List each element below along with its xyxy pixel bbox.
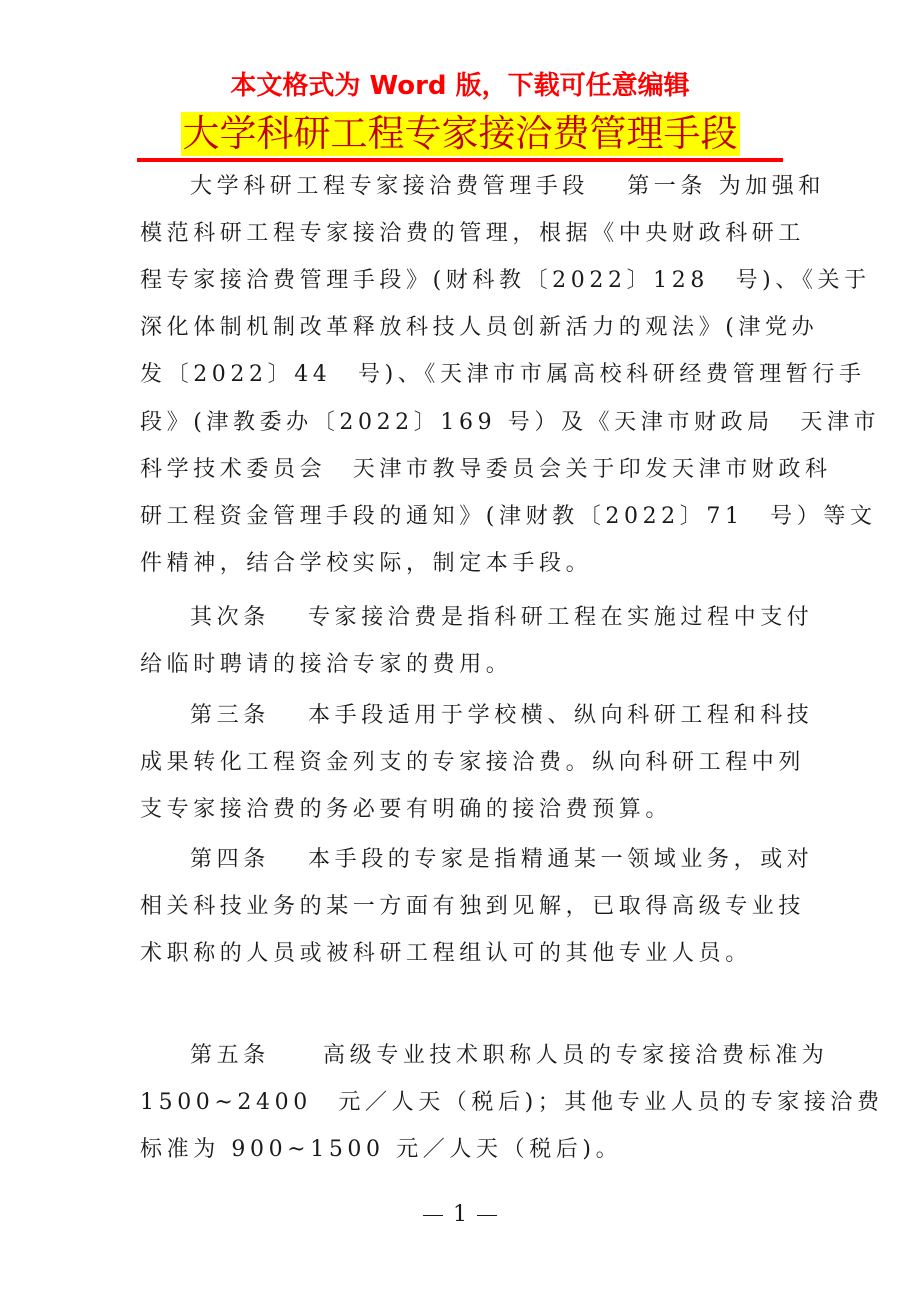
article-5-line: 第五条 高级专业技术职称人员的专家接洽费标准为 xyxy=(190,1043,829,1068)
paragraph-line: 标准为 900~1500 元／人天（税后)。 xyxy=(140,1137,623,1162)
paragraph-line: 科学技术委员会 天津市教导委员会关于印发天津市财政科 xyxy=(140,457,832,482)
title-container xyxy=(0,112,920,156)
paragraph-line: 件精神，结合学校实际，制定本手段。 xyxy=(140,551,593,576)
paragraph-line: 大学科研工程专家接洽费管理手段 第一条 为加强和 xyxy=(190,174,825,199)
article-4-line: 第四条 本手段的专家是指精通某一领域业务，或对 xyxy=(190,847,814,872)
editable-notice-banner: 本文格式为 Word 版，下载可任意编辑 xyxy=(230,71,690,101)
paragraph-line: 程专家接洽费管理手段》(财科教〔2022〕128 号)、《关于 xyxy=(140,268,871,293)
paragraph-line: 相关科技业务的某一方面有独到见解，已取得高级专业技 xyxy=(140,894,806,919)
paragraph-line: 发〔2022〕44 号)、《天津市市属高校科研经费管理暂行手 xyxy=(140,362,866,387)
page-number-dash-right xyxy=(477,1215,497,1216)
paragraph-line: 深化体制机制改革释放科技人员创新活力的观法》(津党办 xyxy=(140,315,819,340)
page-number: 1 xyxy=(453,1202,467,1227)
page-number-dash-left xyxy=(423,1215,443,1216)
title-divider-rule xyxy=(137,158,783,162)
document-title: 大学科研工程专家接洽费管理手段 xyxy=(182,112,738,155)
article-2-line: 其次条 专家接洽费是指科研工程在实施过程中支付 xyxy=(190,605,814,630)
paragraph-line: 术职称的人员或被科研工程组认可的其他专业人员。 xyxy=(140,941,752,966)
paragraph-line: 模范科研工程专家接洽费的管理，根据《中央财政科研工 xyxy=(140,221,806,246)
paragraph-line: 支专家接洽费的务必要有明确的接洽费预算。 xyxy=(140,797,673,822)
page-number-footer xyxy=(0,1200,920,1230)
paragraph-line: 给临时聘请的接洽专家的费用。 xyxy=(140,652,513,677)
paragraph-line: 段》(津教委办〔2022〕169 号）及《天津市财政局 天津市 xyxy=(140,410,881,435)
paragraph-line: 研工程资金管理手段的通知》(津财教〔2022〕71 号）等文 xyxy=(140,504,877,529)
paragraph-line: 成果转化工程资金列支的专家接洽费。纵向科研工程中列 xyxy=(140,750,806,775)
article-3-line: 第三条 本手段适用于学校横、纵向科研工程和科技 xyxy=(190,703,814,728)
paragraph-line: 1500~2400 元／人天（税后)；其他专业人员的专家接洽费 xyxy=(140,1090,884,1115)
